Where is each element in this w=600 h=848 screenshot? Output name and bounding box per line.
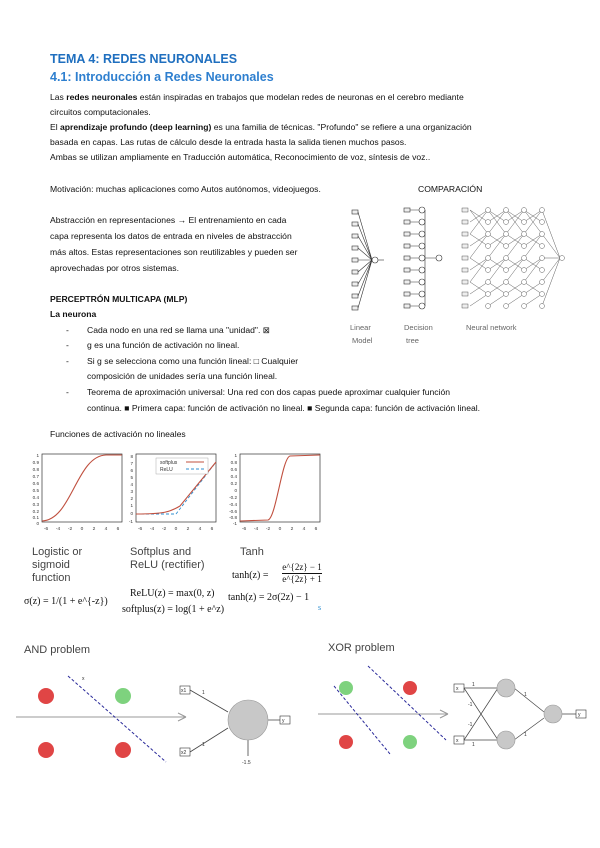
svg-text:0.6: 0.6 (32, 481, 39, 486)
svg-text:2: 2 (290, 527, 294, 532)
and-problem-diagram (16, 660, 316, 780)
svg-text:x: x (456, 686, 459, 692)
svg-text:1: 1 (524, 732, 527, 738)
motivacion-text: Motivación: muchas aplicaciones como Autos autónomos, videojuegos. (50, 184, 321, 194)
svg-text:0.1: 0.1 (32, 515, 39, 520)
svg-text:2: 2 (186, 527, 190, 532)
svg-text:0.8: 0.8 (32, 467, 39, 472)
svg-text:y: y (578, 712, 581, 718)
relu-formula: ReLU(z) = max(0, z) (130, 588, 215, 599)
page-title: TEMA 4: REDES NEURONALES (50, 52, 238, 66)
decision-tree-diagram (404, 207, 442, 309)
abstraccion-line-1: Abstracción en representaciones → El entrenamiento en cada (50, 215, 287, 225)
svg-text:-0.6: -0.6 (229, 509, 237, 514)
dot-green (115, 688, 131, 704)
svg-text:1: 1 (234, 453, 237, 458)
neural-network-diagram (462, 208, 565, 309)
svg-text:4: 4 (302, 527, 306, 532)
svg-text:x2: x2 (181, 750, 187, 756)
abstraccion-line-2: capa representa los datos de entrada en niveles de abstracción (50, 231, 292, 241)
svg-text:-4: -4 (149, 527, 155, 532)
caption-neural-network: Neural network (466, 323, 517, 332)
svg-text:-6: -6 (241, 527, 247, 532)
xor-problem-title: XOR problem (328, 642, 395, 654)
svg-text:-4: -4 (253, 527, 259, 532)
svg-text:0.7: 0.7 (32, 474, 39, 479)
svg-text:8: 8 (130, 454, 133, 459)
dot-red (38, 688, 54, 704)
intro-line-1: Las redes neuronales están inspiradas en trabajos que modelan redes de neuronas en el cerebro mediante (50, 92, 464, 102)
caption-tree: tree (406, 336, 419, 345)
svg-text:-2: -2 (161, 527, 167, 532)
svg-text:0.3: 0.3 (32, 502, 39, 507)
caption-linear: Linear (350, 323, 371, 332)
abstraccion-line-3: más altos. Estas representaciones son reutilizables y pueden ser (50, 247, 298, 257)
tanh-formula-2: tanh(z) = 2σ(2z) − 1 (228, 592, 310, 603)
intro-line-2: circuitos computacionales. (50, 107, 151, 117)
svg-text:-6: -6 (43, 527, 49, 532)
svg-text:-6: -6 (137, 527, 143, 532)
svg-text:0.4: 0.4 (32, 495, 39, 500)
logistic-formula: σ(z) = 1/(1 + e^{-z}) (24, 596, 108, 607)
svg-text:-1: -1 (468, 722, 473, 728)
svg-text:1: 1 (202, 742, 205, 748)
caption-model: Model (352, 336, 373, 345)
svg-text:4: 4 (104, 527, 108, 532)
caption-softplus: Softplus and ReLU (rectifier) (130, 546, 205, 571)
svg-text:0.2: 0.2 (32, 509, 39, 514)
intro-line-3: El aprendizaje profundo (deep learning) es una familia de técnicas. "Profundo" se refiere a una organización (50, 122, 472, 132)
svg-text:x1: x1 (181, 688, 187, 694)
legend-softplus: softplus (160, 460, 178, 466)
svg-text:0: 0 (278, 527, 282, 532)
tanh-curve (240, 455, 320, 521)
svg-text:0.5: 0.5 (32, 488, 39, 493)
svg-text:1: 1 (472, 742, 475, 748)
svg-text:x: x (456, 738, 459, 744)
softplus-relu-plot (129, 454, 216, 532)
softplus-formula: softplus(z) = log(1 + e^z) (122, 604, 225, 615)
intro-line-4: basada en capas. Las rutas de cálculo desde la entrada hasta la salida tienen muchos pasos. (50, 137, 407, 147)
intro-line-5: Ambas se utilizan ampliamente en Traducción automática, Reconocimiento de voz, síntesis de voz.. (50, 152, 431, 162)
svg-text:-1: -1 (232, 521, 237, 526)
svg-text:6: 6 (210, 527, 214, 532)
tanh-tail-mark: s (318, 603, 322, 612)
svg-text:0.8: 0.8 (230, 460, 237, 465)
and-problem-title: AND problem (24, 644, 91, 656)
section-title: 4.1: Introducción a Redes Neuronales (50, 70, 274, 84)
svg-text:0: 0 (80, 527, 84, 532)
svg-text:-0.8: -0.8 (229, 515, 237, 520)
dot-red (339, 735, 353, 749)
svg-text:1: 1 (472, 682, 475, 688)
svg-text:6: 6 (314, 527, 318, 532)
svg-text:4: 4 (130, 482, 133, 487)
bullet-3-cont: composición de unidades sería una función lineal. (87, 371, 278, 381)
svg-text:-1: -1 (468, 702, 473, 708)
sigmoid-plot (33, 453, 122, 532)
dot-green (339, 681, 353, 695)
svg-text:1: 1 (130, 503, 133, 508)
legend-relu: ReLU (160, 467, 173, 473)
svg-text:2: 2 (92, 527, 96, 532)
svg-text:6: 6 (116, 527, 120, 532)
comparacion-label: COMPARACIÓN (418, 184, 483, 194)
svg-text:y: y (282, 718, 285, 724)
svg-text:1: 1 (202, 690, 205, 696)
svg-text:3: 3 (130, 489, 133, 494)
svg-text:0.4: 0.4 (230, 474, 237, 479)
tanh-formula-label: tanh(z) = (232, 570, 269, 581)
svg-text:-4: -4 (55, 527, 61, 532)
caption-tanh: Tanh (240, 546, 264, 558)
svg-text:0: 0 (234, 488, 237, 493)
xor-hidden-neuron-2 (497, 731, 515, 749)
comparison-diagram (348, 198, 588, 350)
xor-hidden-neuron-1 (497, 679, 515, 697)
svg-text:-1: -1 (128, 519, 133, 524)
dot-red (38, 742, 54, 758)
svg-text:7: 7 (130, 461, 133, 466)
svg-text:1: 1 (36, 453, 39, 458)
svg-text:5: 5 (130, 475, 133, 480)
svg-text:0.6: 0.6 (230, 467, 237, 472)
abstraccion-line-4: aprovechadas por otros sistemas. (50, 263, 179, 273)
activation-plots (24, 448, 324, 538)
tanh-fraction: e^{2z} − 1 e^{2z} + 1 (282, 562, 322, 584)
dot-red (115, 742, 131, 758)
caption-decision: Decision (404, 323, 433, 332)
svg-text:4: 4 (198, 527, 202, 532)
svg-text:-1.5: -1.5 (242, 760, 251, 766)
funciones-title: Funciones de activación no lineales (50, 429, 186, 439)
svg-text:-2: -2 (67, 527, 73, 532)
svg-text:1: 1 (524, 692, 527, 698)
svg-text:0: 0 (36, 521, 39, 526)
neurona-title: La neurona (50, 309, 97, 319)
perceptron-title: PERCEPTRÓN MULTICAPA (MLP) (50, 294, 188, 304)
linear-model-diagram (352, 210, 384, 310)
dot-green (403, 735, 417, 749)
svg-text:x: x (82, 676, 85, 682)
svg-text:0.2: 0.2 (230, 481, 237, 486)
bullet-4-cont: continua. ■ Primera capa: función de activación no lineal. ■ Segunda capa: función de activación lineal. (87, 403, 481, 413)
svg-text:-0.4: -0.4 (229, 502, 237, 507)
xor-output-neuron (544, 705, 562, 723)
xor-problem-diagram (318, 656, 594, 774)
svg-text:2: 2 (130, 496, 133, 501)
svg-text:0: 0 (174, 527, 178, 532)
svg-text:0: 0 (130, 511, 133, 516)
svg-text:0.9: 0.9 (32, 460, 39, 465)
caption-logistic: Logistic or sigmoid function (32, 546, 83, 584)
sigmoid-curve (42, 455, 122, 521)
tanh-plot (229, 453, 320, 532)
svg-text:6: 6 (130, 468, 133, 473)
and-neuron (228, 700, 268, 740)
svg-text:-0.2: -0.2 (229, 495, 237, 500)
dot-red (403, 681, 417, 695)
svg-text:-2: -2 (265, 527, 271, 532)
